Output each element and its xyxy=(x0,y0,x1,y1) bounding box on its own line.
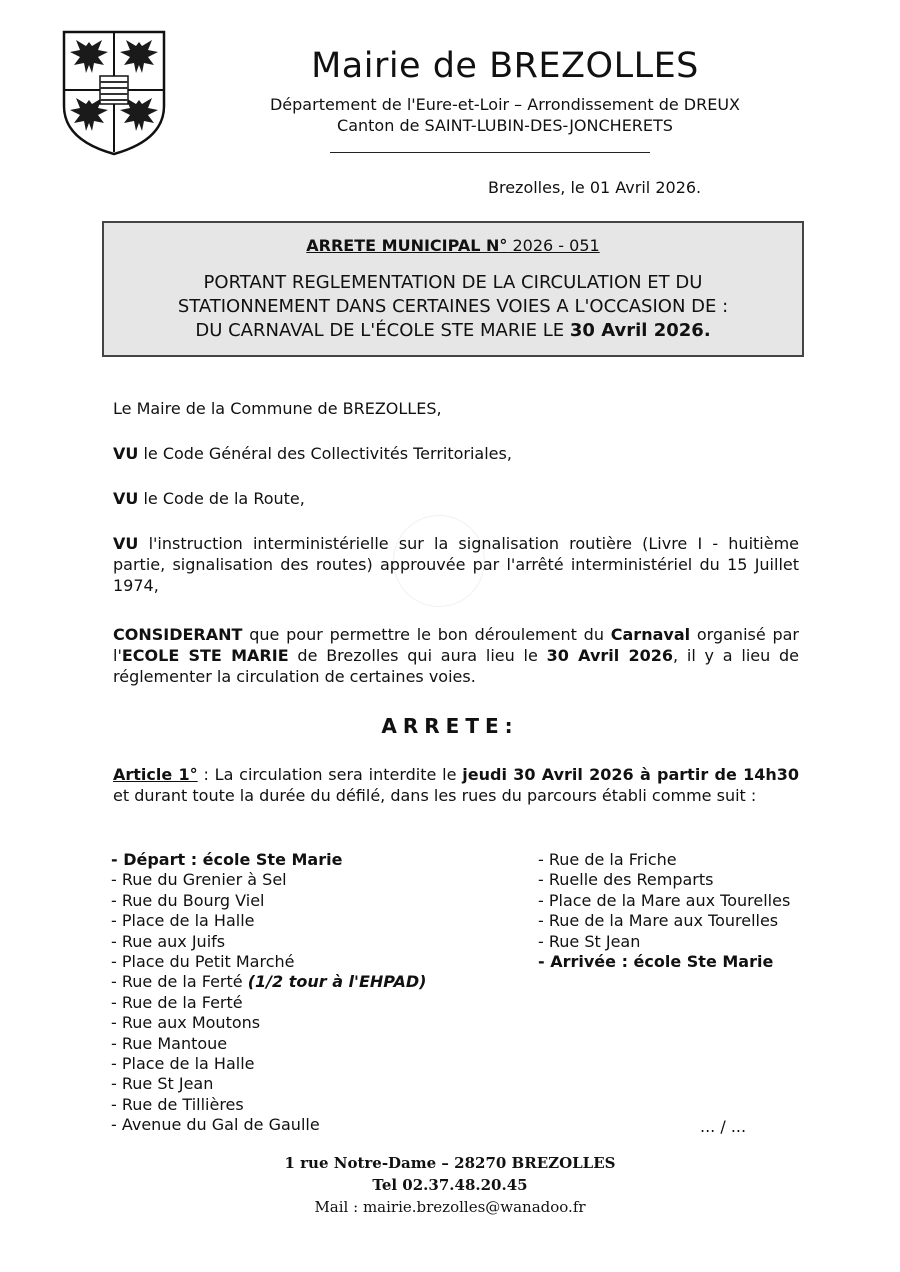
list-item: - Rue aux Moutons xyxy=(111,1013,261,1033)
footer-tel: Tel 02.37.48.20.45 xyxy=(372,1176,528,1194)
department-line: Département de l'Eure-et-Loir – Arrondissement de DREUX xyxy=(269,95,741,114)
considerant-label: CONSIDERANT xyxy=(113,625,243,644)
list-item-text: - Rue de la Ferté xyxy=(111,972,248,992)
list-item: - Rue de la Friche xyxy=(538,850,677,869)
preamble-intro: Le Maire de la Commune de BREZOLLES, xyxy=(113,399,442,418)
list-item: - Place de la Mare aux Tourelles xyxy=(538,890,791,910)
list-item-note: (1/2 tour à l'EHPAD) xyxy=(247,972,427,992)
route-list-left xyxy=(111,850,427,1136)
vu-paragraph-2 xyxy=(113,488,799,509)
arrete-title-box xyxy=(102,221,804,357)
article-1-datetime: jeudi 30 Avril 2026 à partir de 14h30 xyxy=(462,765,800,784)
footer xyxy=(0,1152,900,1218)
arrete-subject xyxy=(104,271,802,343)
vu-paragraph-1 xyxy=(113,443,799,464)
article-1-text: : La circulation sera interdite le xyxy=(203,765,457,784)
route-list-right xyxy=(538,850,790,972)
arrete-subject-line-2: STATIONNEMENT DANS CERTAINES VOIES A L'OCCASION DE : xyxy=(177,296,729,317)
article-1-text: et durant toute la durée du défilé, dans les rues du parcours établi comme suit : xyxy=(113,786,757,805)
list-item xyxy=(111,972,427,992)
header-divider xyxy=(330,152,650,153)
route-start: - Départ : école Ste Marie xyxy=(111,850,343,869)
list-item: - Ruelle des Remparts xyxy=(538,870,714,890)
arrete-number-value: 2026 - 051 xyxy=(512,236,600,255)
considerant-school: ECOLE STE MARIE xyxy=(121,646,289,665)
arrete-subject-line-1: PORTANT REGLEMENTATION DE LA CIRCULATION ET DU xyxy=(203,272,703,293)
route-arrival: - Arrivée : école Ste Marie xyxy=(538,952,774,972)
arrete-number-label: ARRETE MUNICIPAL N° xyxy=(306,236,508,255)
considerant-date: 30 Avril 2026 xyxy=(546,646,674,665)
vu-text: l'instruction interministérielle sur la signalisation routière (Livre I - huitième partie, signalisation des routes) approuvée par l'arrêté interministériel du 15 Juillet 1974, xyxy=(113,534,800,595)
considerant-text: , il y a lieu de réglementer la circulation de certaines voies. xyxy=(113,646,800,686)
article-1-label: Article 1° xyxy=(113,765,198,784)
list-item: - Rue de la Ferté xyxy=(111,992,243,1012)
footer-address: 1 rue Notre-Dame – 28270 BREZOLLES xyxy=(284,1154,616,1172)
list-item: - Rue St Jean xyxy=(538,931,641,951)
list-item: - Place de la Halle xyxy=(111,911,255,931)
list-item: - Place de la Halle xyxy=(111,1054,255,1074)
footer-mail: Mail : mairie.brezolles@wanadoo.fr xyxy=(314,1198,586,1216)
mairie-title: Mairie de BREZOLLES xyxy=(311,46,699,86)
vu-text: le Code de la Route, xyxy=(143,489,305,508)
list-item: - Rue de la Mare aux Tourelles xyxy=(538,911,779,931)
article-1-paragraph xyxy=(113,764,799,806)
considerant-paragraph xyxy=(113,624,799,687)
vu-label: VU xyxy=(113,489,139,508)
vu-label: VU xyxy=(113,534,139,553)
vu-label: VU xyxy=(113,444,139,463)
date-line: Brezolles, le 01 Avril 2026. xyxy=(488,178,702,197)
list-item: - Avenue du Gal de Gaulle xyxy=(111,1115,320,1135)
canton-line: Canton de SAINT-LUBIN-DES-JONCHERETS xyxy=(337,116,673,135)
arrete-subject-line-3 xyxy=(104,319,802,343)
vu-paragraph-3 xyxy=(113,533,799,596)
arrete-subject-date: 30 Avril 2026. xyxy=(569,320,711,341)
considerant-event: Carnaval xyxy=(610,625,691,644)
arrete-heading: ARRETE: xyxy=(381,714,519,738)
list-item: - Rue aux Juifs xyxy=(111,931,226,951)
list-item: - Rue Mantoue xyxy=(111,1033,228,1053)
list-item: - Rue St Jean xyxy=(111,1074,214,1094)
considerant-text: organisé par l' xyxy=(113,625,800,665)
list-item: - Rue du Grenier à Sel xyxy=(111,870,287,890)
considerant-text: de Brezolles qui aura lieu le xyxy=(297,646,538,665)
arrete-subject-line-3-text: DU CARNAVAL DE L'ÉCOLE STE MARIE LE xyxy=(195,320,565,341)
list-item: - Place du Petit Marché xyxy=(111,952,295,972)
vu-text: le Code Général des Collectivités Territoriales, xyxy=(143,444,512,463)
list-item: - Rue du Bourg Viel xyxy=(111,890,265,910)
arrete-number xyxy=(104,236,802,255)
list-item: - Rue de Tillières xyxy=(111,1094,244,1114)
coat-of-arms-icon xyxy=(60,28,168,158)
considerant-text: que pour permettre le bon déroulement du xyxy=(249,625,604,644)
page-continuation: ... / ... xyxy=(700,1117,747,1136)
